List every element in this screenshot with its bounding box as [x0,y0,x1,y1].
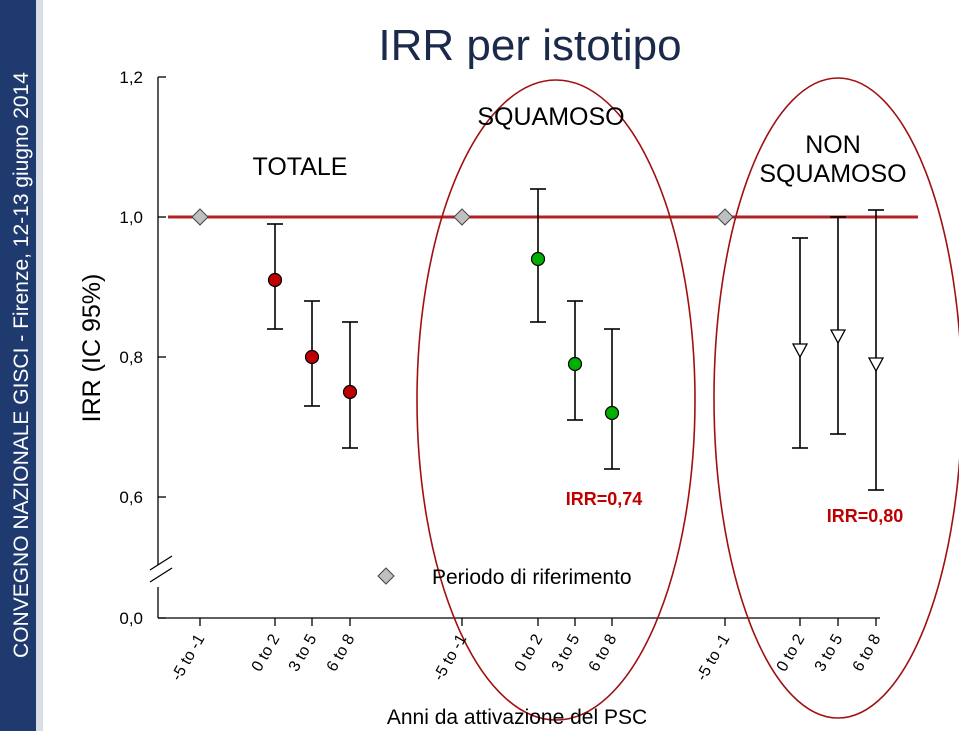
reference-diamond [454,209,470,225]
ellipse-squamoso [417,80,695,720]
y-tick-label: 0,8 [119,348,143,367]
reference-diamond [192,209,208,225]
x-tick-label: -5 to -1 [430,631,471,684]
x-tick-label: 0 to 2 [248,631,284,675]
group-label: SQUAMOSO [759,160,907,188]
data-point [344,386,357,399]
x-tick-label: -5 to -1 [693,631,734,684]
axis-break-mark [150,568,172,582]
data-point [831,330,845,343]
x-tick-label: 6 to 8 [849,631,885,675]
y-tick-label: 1,2 [119,68,143,87]
axis-break-mark [150,556,172,570]
x-tick-label: 3 to 5 [285,631,321,675]
x-tick-label: 3 to 5 [548,631,584,675]
irr-label: IRR=0,80 [826,506,904,526]
x-tick-label: 6 to 8 [585,631,621,675]
group-label: SQUAMOSO [477,103,625,131]
data-point [606,407,619,420]
x-axis-label: Anni da attivazione del PSC [386,706,648,729]
data-point [869,358,883,371]
chart-title: IRR per istotipo [378,21,682,70]
data-point [532,253,545,266]
x-tick-label: 0 to 2 [773,631,809,675]
y-tick-label: 0,0 [119,609,143,628]
group-label: TOTALE [252,153,348,181]
irr-label: IRR=0,74 [565,489,643,509]
group-label: NON [805,131,861,159]
legend-diamond [378,568,394,584]
legend-label: Periodo di riferimento [432,566,632,589]
y-tick-label: 0,6 [119,488,143,507]
reference-diamond [717,209,733,225]
data-point [569,358,582,371]
data-point [306,351,319,364]
data-point [793,344,807,357]
x-tick-label: -5 to -1 [168,631,209,684]
x-tick-label: 6 to 8 [323,631,359,675]
y-axis-label: IRR (IC 95%) [78,273,106,423]
sidebar-caption: CONVEGNO NAZIONALE GISCI - Firenze, 12-13 giugno 2014 [10,72,33,658]
x-tick-label: 3 to 5 [811,631,847,675]
y-tick-label: 1,0 [119,208,143,227]
x-tick-label: 0 to 2 [511,631,547,675]
data-point [269,274,282,287]
